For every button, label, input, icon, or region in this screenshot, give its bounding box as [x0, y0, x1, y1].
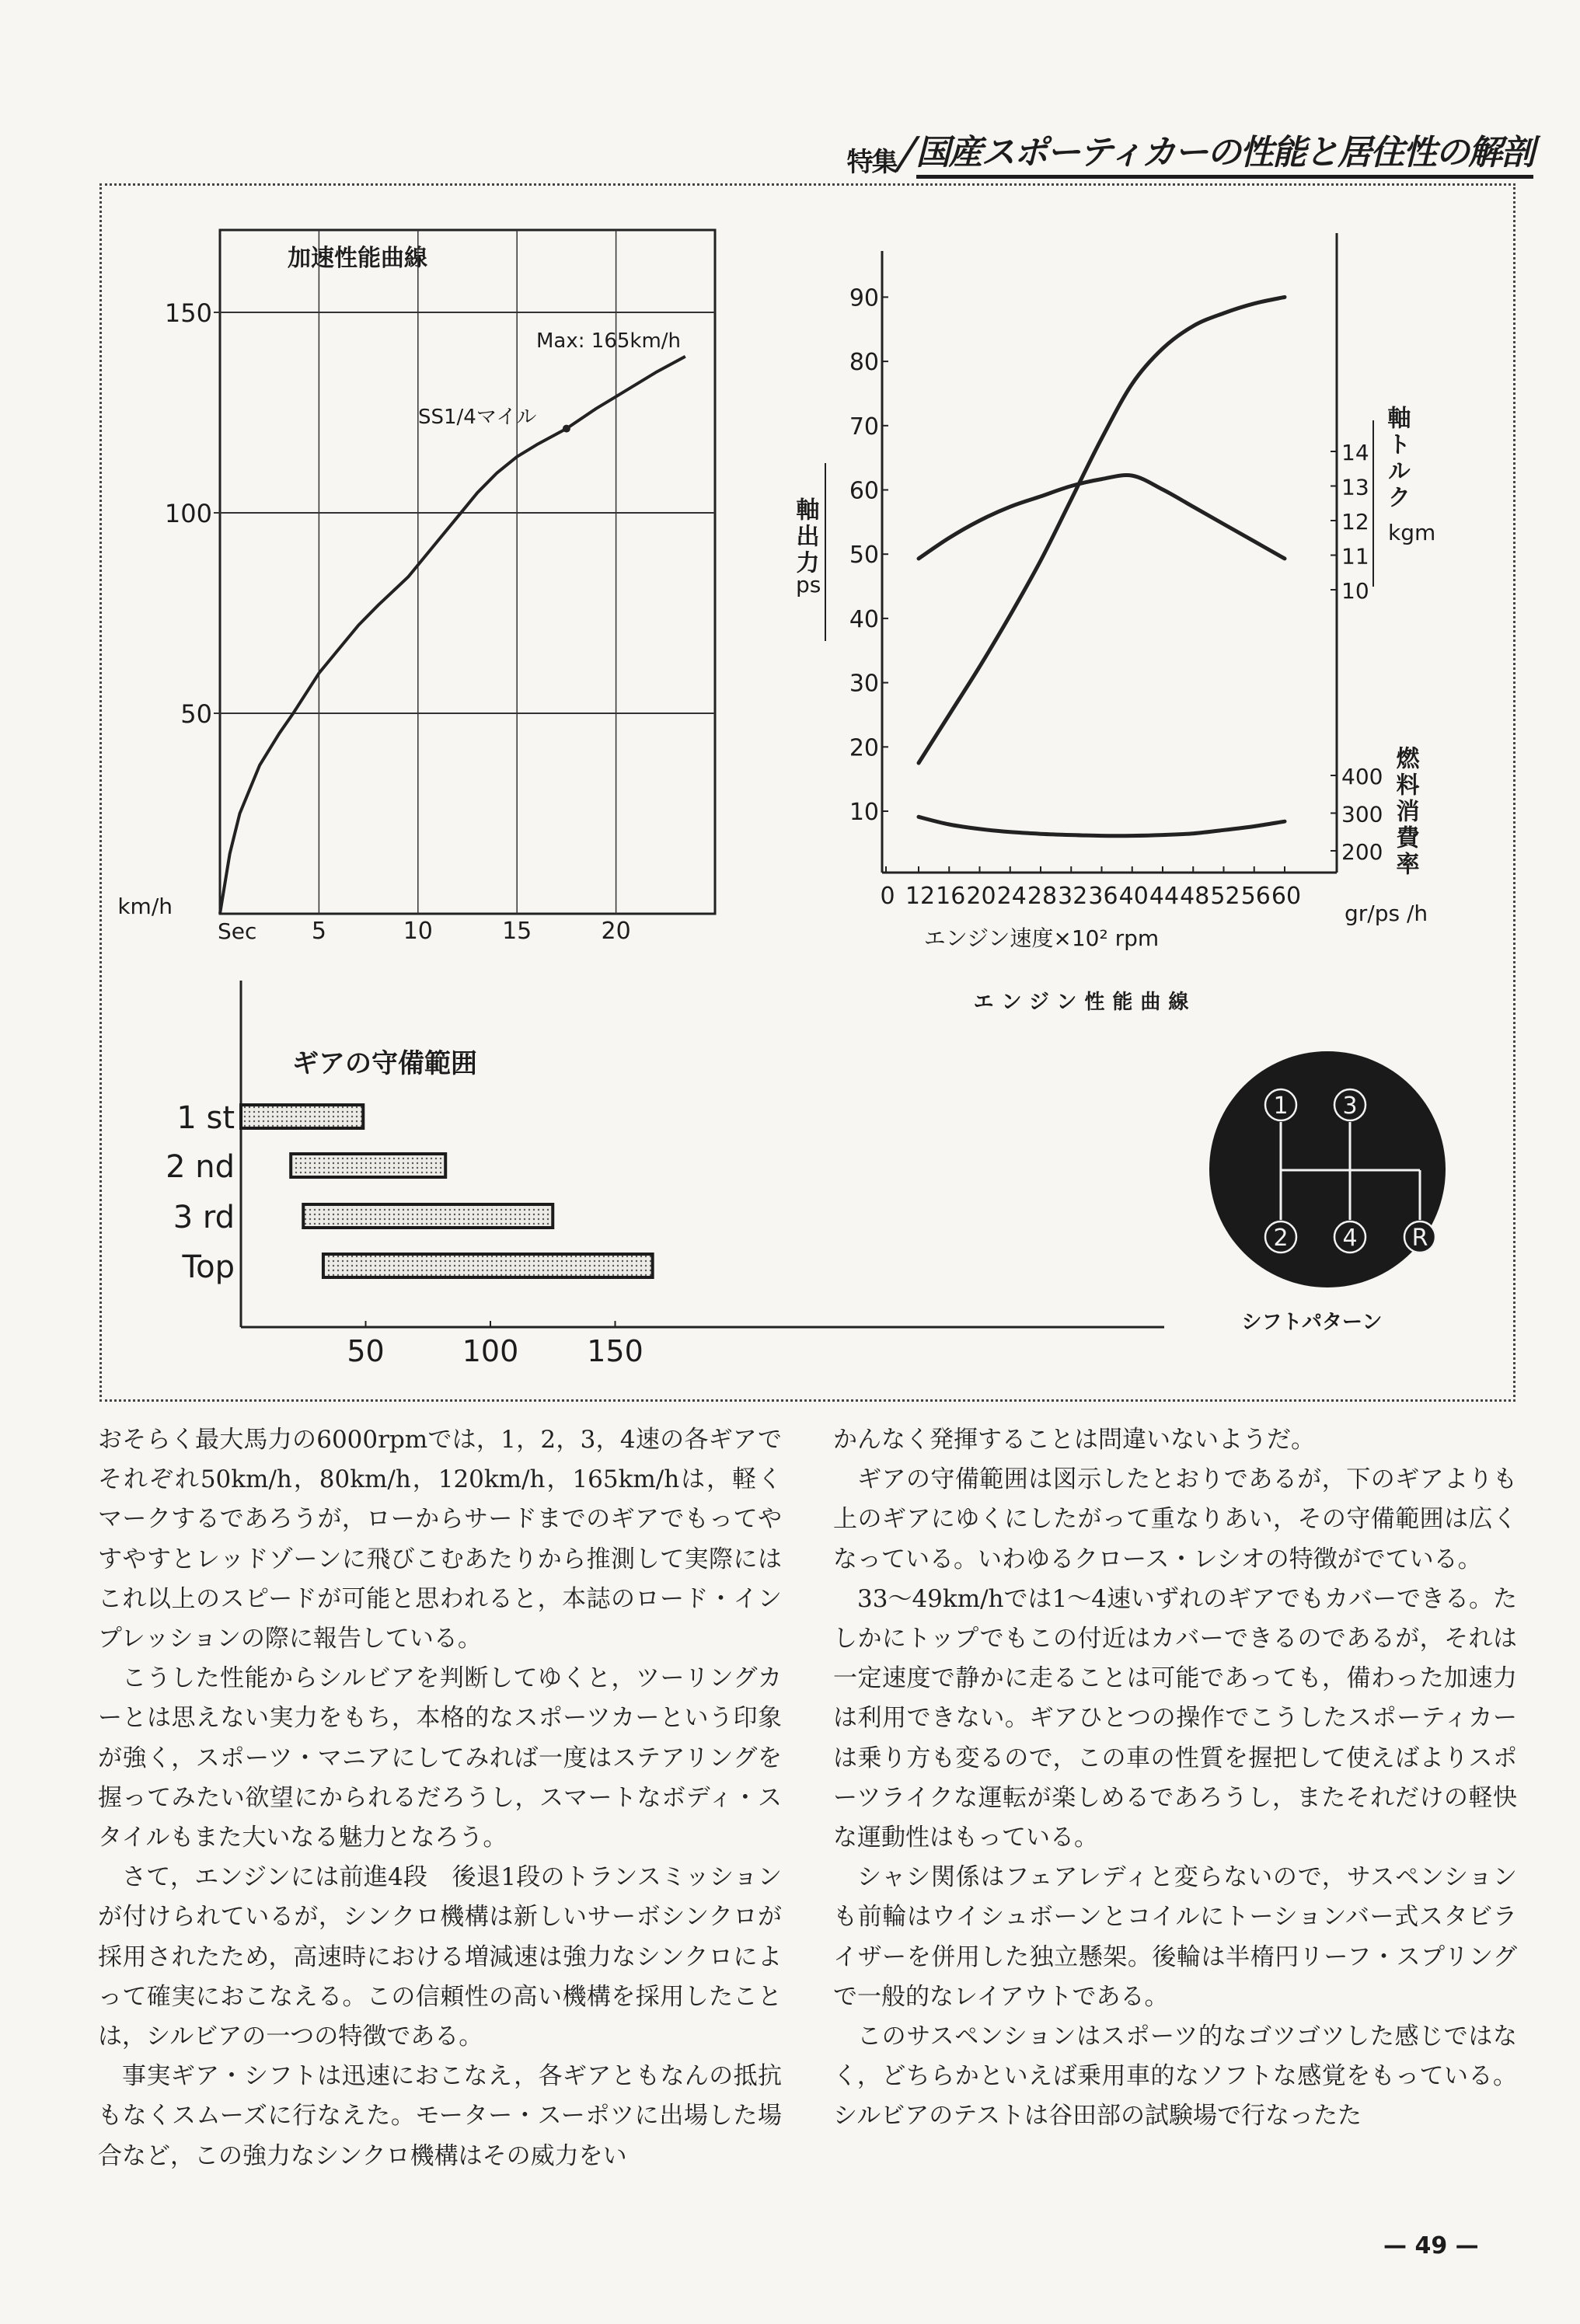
acceleration-y-unit: km/h	[117, 894, 173, 919]
rpm-tick-label: 52	[1210, 883, 1240, 910]
body-paragraph: シャシ関係はフェアレディと変らないので，サスペンションも前輪はウイシュボーンとコイルにトーションバー式スタビライザーを併用した独立懸架。後輪は半楕円リーフ・スプリングで一般的なレイアウトである。	[833, 1863, 1517, 2011]
gear-x-tick-label: 100	[462, 1334, 519, 1368]
fuel-tick-label: 400	[1341, 764, 1383, 789]
shift-position-2: 2	[1273, 1225, 1289, 1252]
rpm-tick-label: 60	[1271, 883, 1302, 910]
body-column-left	[98, 1420, 782, 2176]
shift-position-1: 1	[1273, 1092, 1289, 1120]
torque-tick-label: 10	[1341, 578, 1369, 604]
gear-range-bar-1	[241, 1105, 363, 1128]
power-tick-label: 10	[849, 799, 879, 826]
body-paragraph: 33〜49km/hでは1〜4速いずれのギアでもカバーできる。たしかにトップでもこの付近はカバーできるのであるが，それは一定速度で静かに走ることは可能であっても，備わった加速力は利用できない。ギアひとつの操作でこうしたスポーティカーは乗り方も変るので，この車の性質を握把して使えばよりスポーツライクな運転が楽しめるであろうし，またそれだけの軽快な運動性はもっている。	[833, 1584, 1517, 1852]
fuel-tick-label: 300	[1341, 801, 1383, 828]
rpm-tick-label: 24	[996, 883, 1027, 910]
acceleration-chart	[117, 230, 715, 945]
acceleration-chart-title: 加速性能曲線	[288, 245, 427, 272]
shift-position-r: R	[1411, 1225, 1428, 1252]
fuel-tick-label: 200	[1341, 839, 1383, 865]
body-column-right	[833, 1420, 1517, 2137]
acceleration-x-tick: 20	[601, 918, 631, 945]
gear-label: 3 rd	[173, 1200, 235, 1235]
ss-quarter-mile-marker	[563, 425, 570, 433]
acceleration-annotation-max: Max: 165km/h	[536, 329, 682, 353]
gear-label: Top	[182, 1249, 235, 1285]
rpm-tick-label: 16	[936, 883, 966, 910]
slash-divider: /	[891, 128, 923, 179]
acceleration-y-tick: 100	[164, 499, 212, 528]
body-paragraph: 事実ギア・シフトは迅速におこなえ，各ギアともなんの抵抗もなくスムーズに行なえた。モーター・スーポツに出場した場合など，この強力なシンクロ機構はその威力をい	[98, 2062, 782, 2170]
rpm-tick-label: 20	[966, 883, 996, 910]
gear-x-tick-label: 50	[347, 1334, 385, 1368]
power-tick-label: 20	[849, 734, 879, 762]
power-tick-label: 90	[849, 284, 879, 312]
engine-chart	[792, 233, 1436, 1014]
fuel-axis-label: 燃料消費率	[1391, 746, 1419, 878]
shift-pattern	[1209, 1051, 1446, 1334]
acceleration-annotation-ss: SS1/4マイル	[418, 406, 537, 429]
power-unit: ps	[796, 572, 821, 598]
torque-axis-label: 軸トルク	[1383, 406, 1411, 511]
rpm-tick-label: 40	[1118, 883, 1149, 910]
rpm-tick-label: 32	[1058, 883, 1088, 910]
torque-tick-label: 14	[1341, 440, 1369, 465]
page-number: — 49 —	[1383, 2232, 1479, 2260]
feature-kicker: 特集	[846, 147, 897, 178]
power-tick-label: 60	[849, 477, 879, 505]
body-paragraph: こうした性能からシルビアを判断してゆくと，ツーリングカーとは思えない実力をもち，本格的なスポーツカーという印象が強く，スポーツ・マニアにしてみれば一度はステアリングを握ってみたい欲望にかられるだろうし，スマートなボディ・スタイルもまた大いなる魅力となろう。	[98, 1664, 782, 1852]
gear-label: 2 nd	[166, 1149, 235, 1185]
body-paragraph: かんなく発揮することは問違いないようだ。	[833, 1426, 1315, 1454]
rpm-tick-label: 48	[1180, 883, 1210, 910]
acceleration-x-tick: 15	[502, 918, 532, 945]
gear-range-bar-4	[323, 1254, 653, 1277]
gear-range-bar-3	[303, 1204, 553, 1228]
body-paragraph: このサスペンションはスポーツ的なゴツゴツした感じではなく，どちらかといえば乗用車的なソフトな感覚をもっている。シルビアのテストは谷田部の試験場で行なったた	[833, 2023, 1517, 2131]
body-paragraph: さて，エンジンには前進4段 後退1段のトランスミッションが付けられているが，シンクロ機構は新しいサーボシンクロが採用されたため，高速時における増減速は強力なシンクロによって確実におこなえる。この信頼性の高い機構を採用したことは，シルビアの一つの特徴である。	[98, 1863, 782, 2051]
shift-pattern-caption: シフトパターン	[1241, 1311, 1383, 1334]
engine-chart-title: エンジン性能曲線	[973, 991, 1197, 1014]
torque-unit: kgm	[1388, 520, 1436, 545]
article-title: 国産スポーティカーの性能と居住性の解剖	[916, 134, 1533, 179]
torque-tick-label: 13	[1341, 474, 1369, 500]
acceleration-y-tick: 50	[180, 699, 212, 729]
acceleration-x-tick: 10	[403, 918, 433, 945]
fuel-unit: gr/ps /h	[1345, 901, 1428, 926]
torque-curve	[919, 476, 1285, 559]
power-curve	[919, 297, 1285, 763]
rpm-tick-label: 28	[1027, 883, 1058, 910]
acceleration-x-unit: Sec	[218, 918, 257, 944]
rpm-tick-label: 12	[905, 883, 936, 910]
shift-position-3: 3	[1342, 1092, 1358, 1120]
shift-position-4: 4	[1342, 1225, 1358, 1252]
fuel-consumption-curve	[919, 817, 1285, 835]
rpm-tick-label: 0	[880, 883, 895, 910]
gear-range-title: ギアの守備範囲	[292, 1048, 477, 1079]
gear-range-bar-2	[291, 1154, 445, 1177]
gear-range-chart	[166, 981, 1164, 1368]
gear-label: 1 st	[176, 1100, 235, 1136]
torque-tick-label: 12	[1341, 509, 1369, 535]
body-paragraph: おそらく最大馬力の6000rpmでは，1，2，3，4速の各ギアでそれぞれ50km/h，80km/h，120km/h，165km/hは，軽くマークするであろうが，ローからサードまでのギアでもってやすやすとレッドゾーンに飛びこむあたりから推測して実際にはこれ以上のスピードが可能と思われると，本誌のロード・インプレッションの際に報告している。	[98, 1426, 782, 1653]
rpm-tick-label: 56	[1240, 883, 1271, 910]
rpm-tick-label: 44	[1149, 883, 1180, 910]
gear-x-tick-label: 150	[587, 1334, 644, 1368]
power-tick-label: 70	[849, 413, 879, 441]
acceleration-x-tick: 5	[311, 918, 326, 945]
power-tick-label: 30	[849, 670, 879, 698]
engine-x-label: エンジン速度×10² rpm	[923, 925, 1160, 951]
power-axis-label: 軸出力	[791, 497, 819, 577]
power-tick-label: 80	[849, 349, 879, 377]
rpm-tick-label: 36	[1088, 883, 1118, 910]
torque-tick-label: 11	[1341, 543, 1369, 570]
body-paragraph: ギアの守備範囲は図示したとおりであるが，下のギアよりも上のギアにゆくにしたがって重なりあい，その守備範囲は広くなっている。いわゆるクロース・レシオの特徴がでている。	[833, 1465, 1517, 1573]
acceleration-y-tick: 150	[164, 298, 212, 328]
power-tick-label: 50	[849, 542, 879, 570]
power-tick-label: 40	[849, 605, 879, 633]
